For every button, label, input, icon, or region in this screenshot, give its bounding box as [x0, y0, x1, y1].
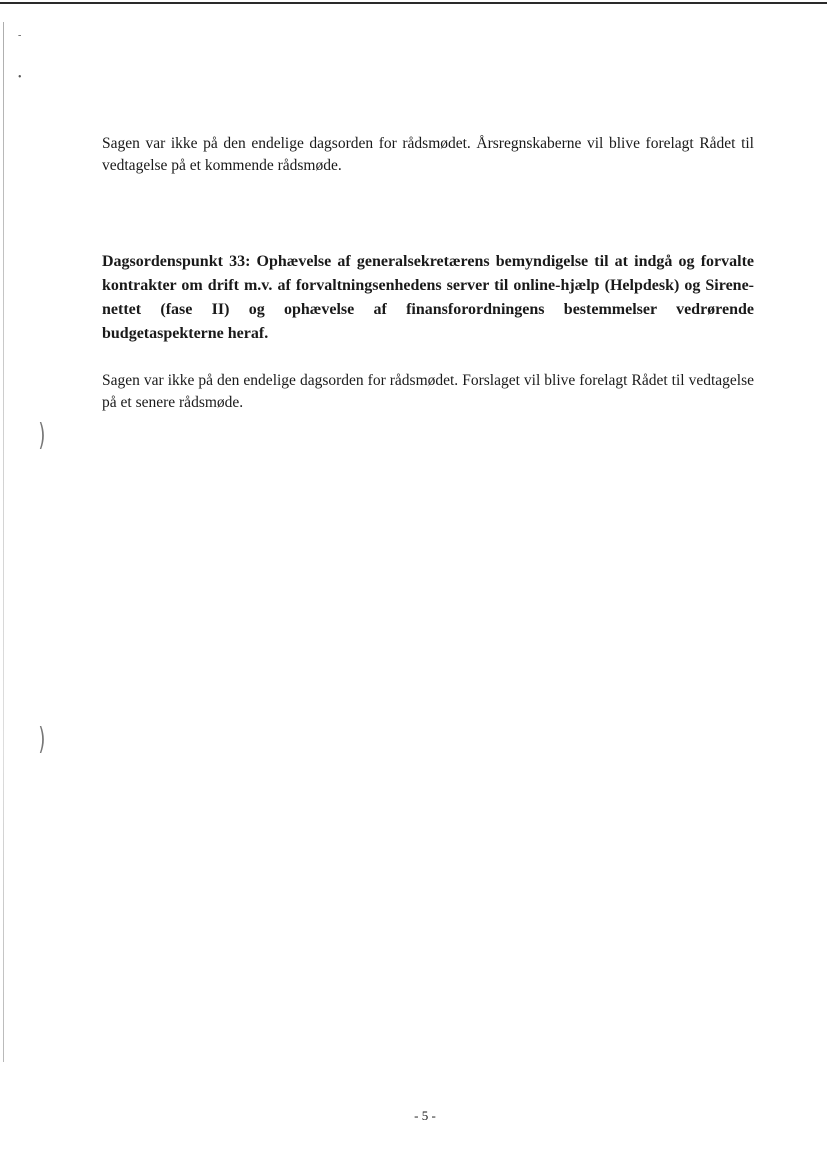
- page-number: - 5 -: [414, 1108, 436, 1123]
- paragraph-proposal-deferred: Sagen var ikke på den endelige dagsorden for rådsmødet. Forslaget vil blive forelagt Rådet til vedtagelse på et senere rådsmøde.: [102, 372, 754, 411]
- punch-hole-mark: ): [38, 722, 46, 757]
- agenda-item-33-heading: Dagsordenspunkt 33: Ophævelse af generalsekretærens bemyndigelse til at indgå og forvalte kontrakter om drift m.v. af forvaltningsenhedens server til online-hjælp (Helpdesk) og Sirene-nettet (fase II) og ophævelse af finansforordningens bestemmelser vedrørende budgetaspekterne heraf.: [102, 253, 754, 342]
- scan-speck: •: [18, 72, 22, 83]
- top-scan-border: [0, 2, 827, 4]
- paragraph-annual-accounts: Sagen var ikke på den endelige dagsorden for rådsmødet. Årsregnskaberne vil blive forelagt Rådet til vedtagelse på et kommende rådsmøde.: [102, 135, 754, 174]
- punch-hole-mark: ): [38, 418, 46, 453]
- left-scan-edge: [3, 22, 4, 1062]
- scan-speck: -: [18, 30, 22, 41]
